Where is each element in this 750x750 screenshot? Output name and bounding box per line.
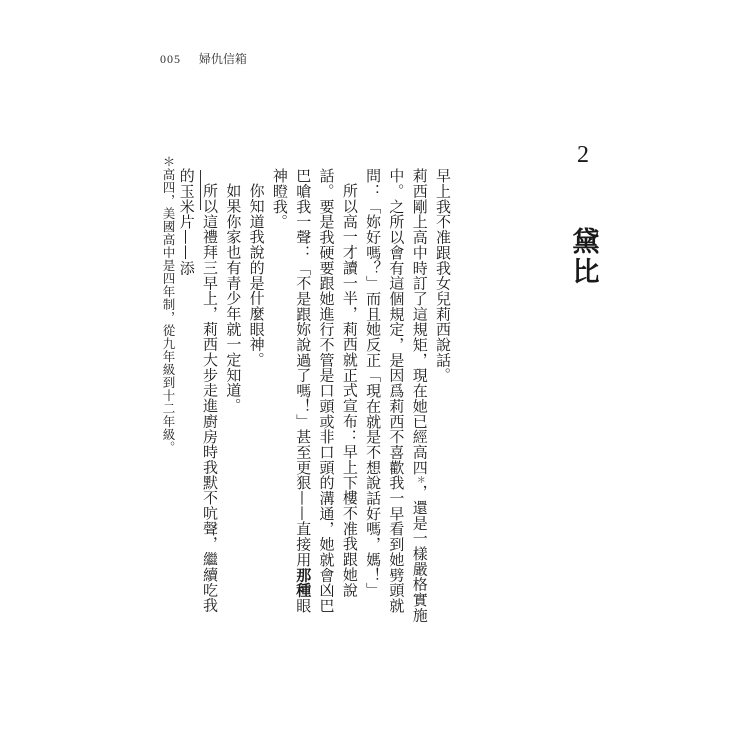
paragraph xyxy=(431,168,454,628)
running-header xyxy=(160,50,247,67)
paragraph xyxy=(268,168,361,628)
paragraph xyxy=(174,168,221,628)
text-run: 莉西剛上高中時訂了這規矩，現在她已經高四 xyxy=(410,168,429,475)
text-run: 眼神瞪我。 xyxy=(270,168,313,614)
footnote-rule xyxy=(200,170,201,210)
text-run: 所以這禮拜三早上，莉西大步走進廚房時我默不吭聲，繼續吃我的玉米片——添 xyxy=(177,168,220,613)
chapter-number: 2 xyxy=(577,142,589,168)
footnote-reference: ＊ xyxy=(414,475,425,485)
text-run: ，還是一樣嚴格實施中。之所以會有這個規定，是因爲莉西不喜歡我一早看到她劈頭就問：「妳好嗎？」而且她反正「現在就是不想說話好嗎，媽！」 xyxy=(364,168,429,623)
body-text xyxy=(174,168,454,628)
footnote-mark: ＊ xyxy=(161,155,176,168)
text-run: 如果你家也有青少年就一定知道。 xyxy=(224,183,243,414)
footnote xyxy=(159,155,177,454)
footnote-text: 高四，美國高中是四年制，從九年級到十二年級。 xyxy=(161,168,176,454)
text-run: 早上我不准跟我女兒莉西說話。 xyxy=(434,168,452,383)
page-number: 005 xyxy=(160,52,181,66)
paragraph xyxy=(361,168,431,628)
text-run: 你知道我說的是什麼眼神。 xyxy=(247,183,266,368)
book-title: 婦仇信箱 xyxy=(198,52,247,66)
paragraph xyxy=(221,168,244,628)
paragraph xyxy=(244,168,267,628)
emphasis-text: 那種 xyxy=(294,567,313,598)
text-run: 所以高一才讀一半，莉西就正式宣布：早上下樓不准我跟她說話。要是我硬要跟她進行不管是口頭或非口頭的溝通，她就會凶巴巴嗆我一聲：「不是跟妳說過了嗎！」甚至更狠——直接用 xyxy=(294,168,359,614)
chapter-title: 黛比 xyxy=(567,227,599,287)
chapter-heading xyxy=(563,143,603,287)
